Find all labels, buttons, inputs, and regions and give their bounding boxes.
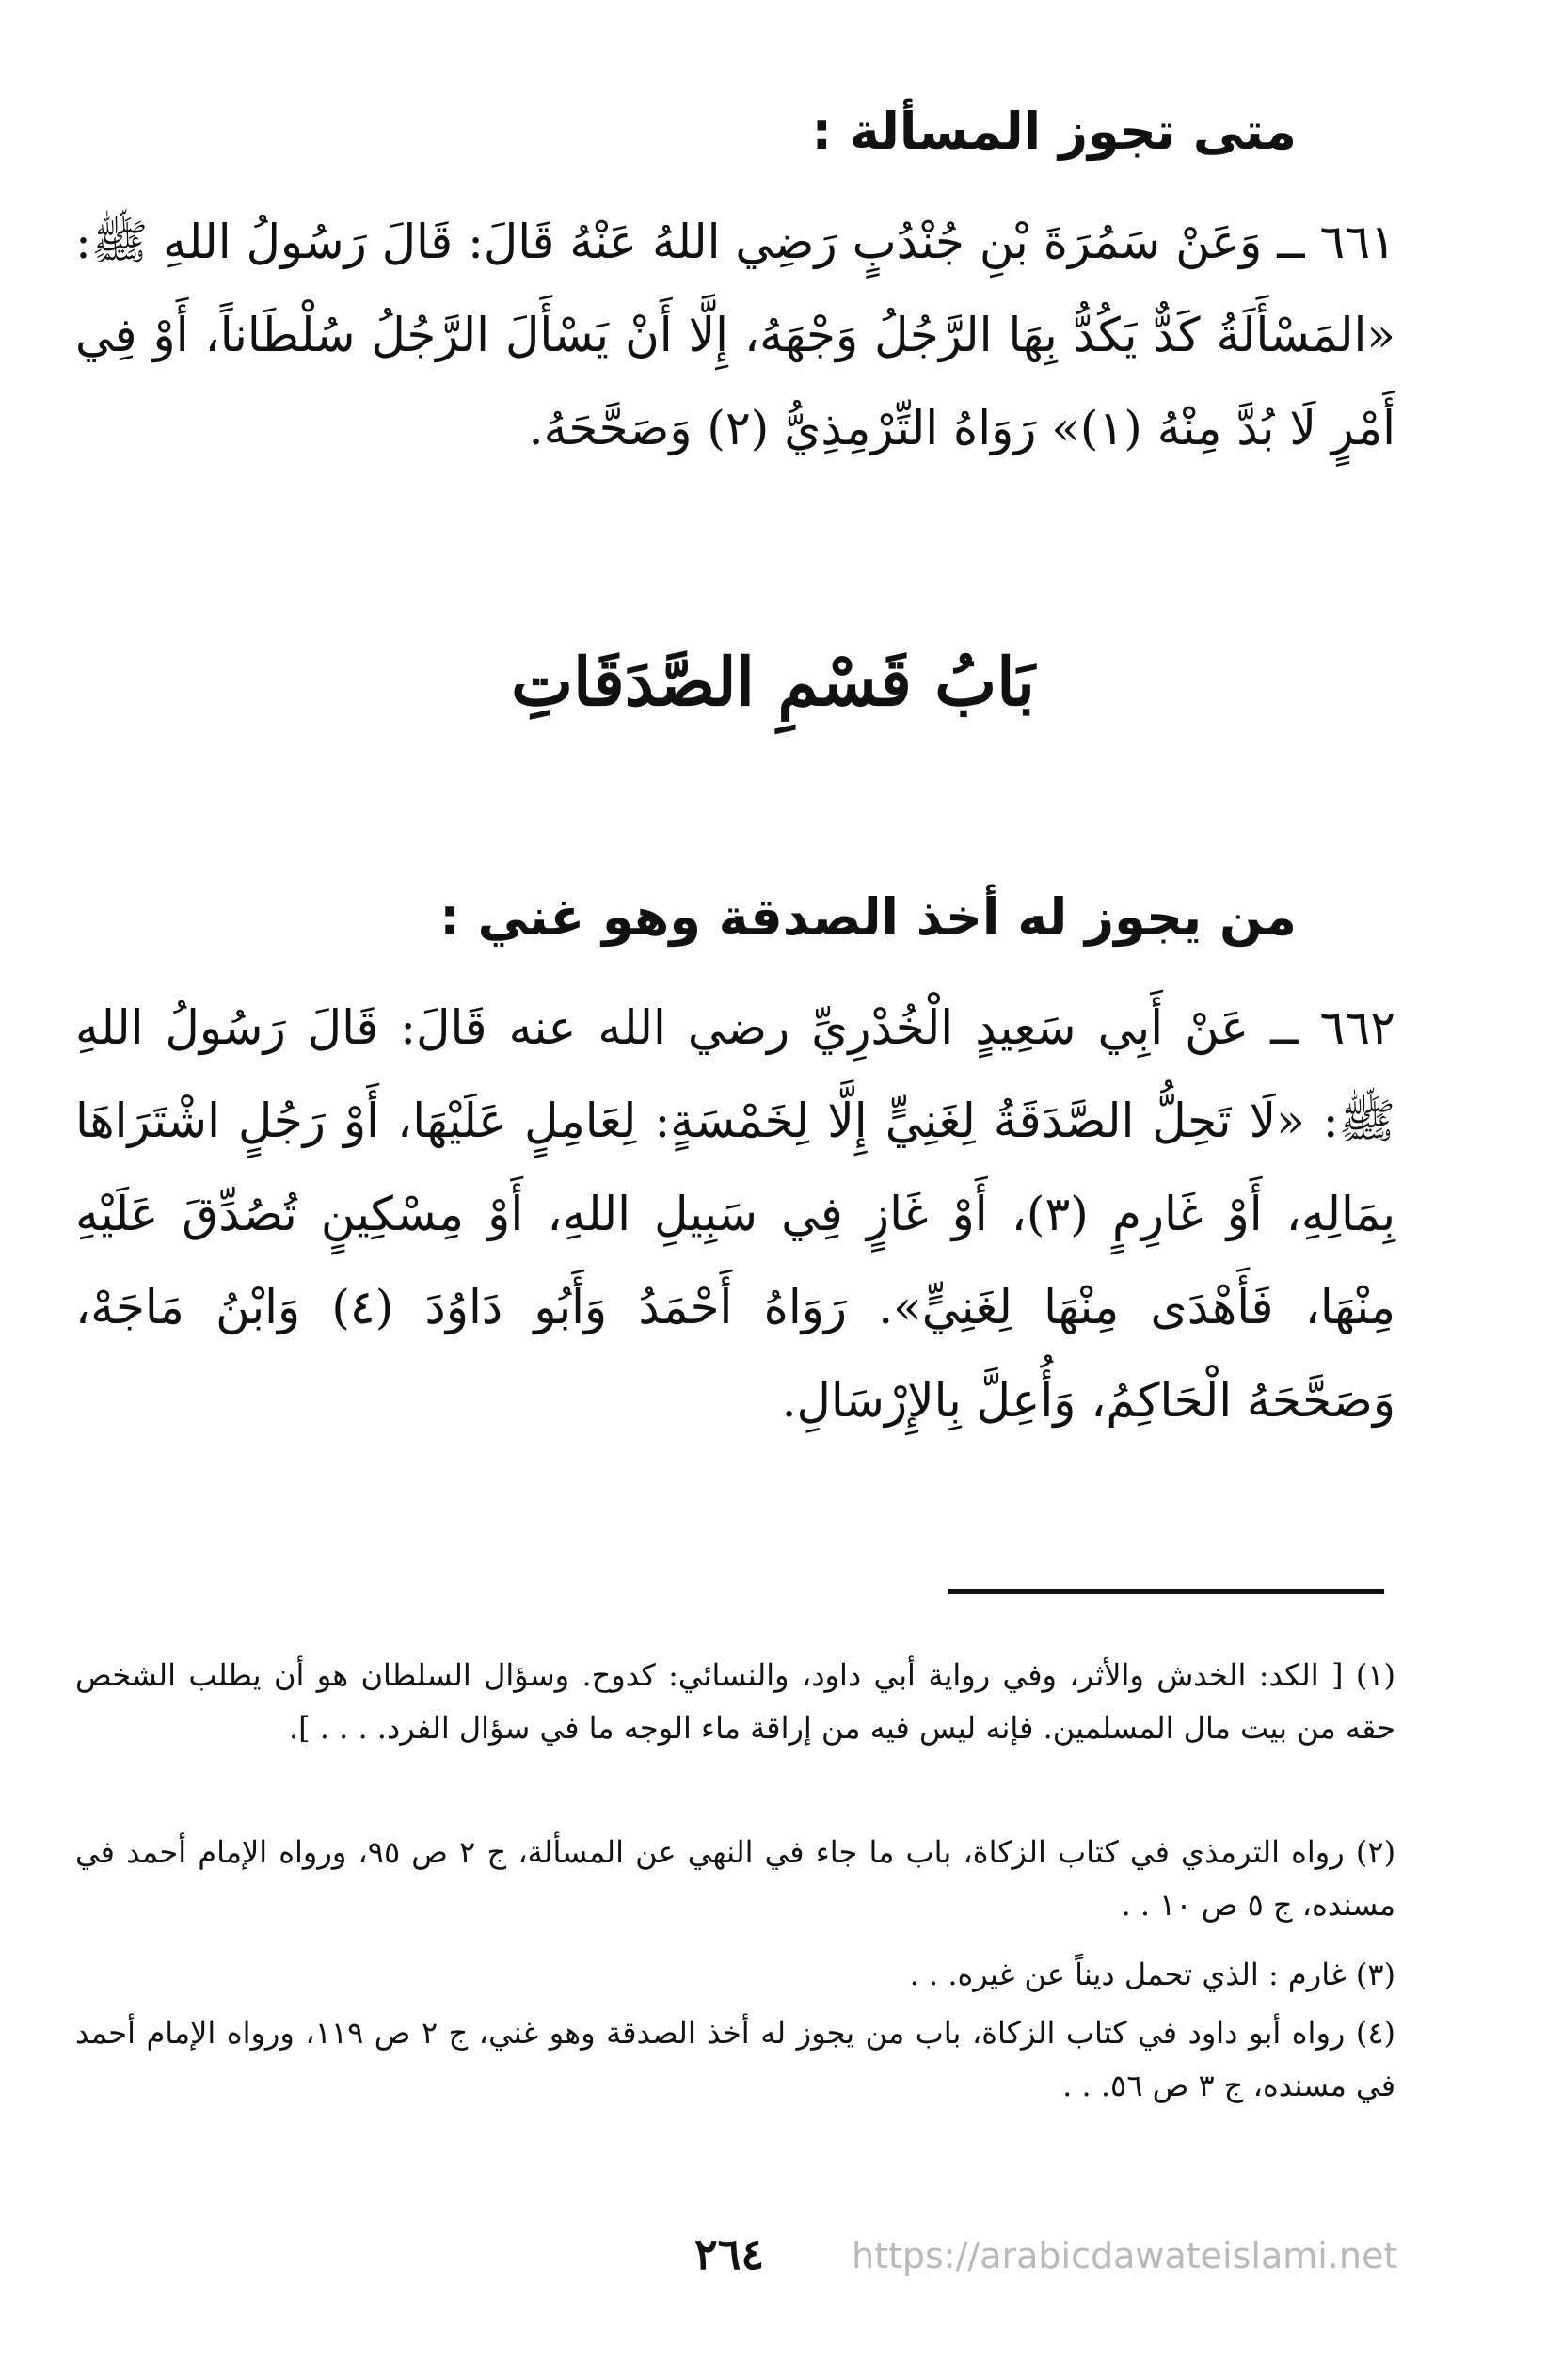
footnote-text: غارم : الذي تحمل ديناً عن غيره. . . (909, 1957, 1347, 1992)
section-heading-when-asking-permitted: متى تجوز المسألة : (811, 102, 1297, 161)
footnote-2 (75, 1826, 1395, 1931)
watermark-url: https://arabicdawateislami.net (852, 2235, 1398, 2276)
footnote-separator-rule (948, 1589, 1384, 1594)
section-heading-who-may-take-charity: من يجوز له أخذ الصدقة وهو غني : (439, 887, 1297, 947)
footnote-marker: (٤) (1355, 2015, 1396, 2051)
hadith-661: ٦٦١ ــ وَعَنْ سَمُرَةَ بْنِ جُنْدُبٍ رَضِي اللهُ عَنْهُ قَالَ: قَالَ رَسُولُ اللهِ ﷺ: «المَسْأَلَةُ كَدٌّ يَكُدُّ بِهَا الرَّجُلُ وَجْهَهُ، إِلَّا أَنْ يَسْأَلَ الرَّجُلُ سُلْطَاناً، أَوْ فِي أَمْرٍ لَا بُدَّ مِنْهُ (١)» رَوَاهُ التِّرْمِذِيُّ (٢) وَصَحَّحَهُ. (75, 215, 1395, 455)
footnote-3 (75, 1948, 1395, 2001)
page-number: ٢٦٤ (693, 2228, 765, 2279)
hadith-662: ٦٦٢ ــ عَنْ أَبِي سَعِيدٍ الْخُدْرِيِّ رضي الله عنه قَالَ: قَالَ رَسُولُ اللهِ ﷺ: «لَا تَحِلُّ الصَّدَقَةُ لِغَنِيٍّ إِلَّا لِخَمْسَةٍ: لِعَامِلٍ عَلَيْهَا، أَوْ رَجُلٍ اشْتَرَاهَا بِمَالِهِ، أَوْ غَارِمٍ (٣)، أَوْ غَازٍ فِي سَبِيلِ اللهِ، أَوْ مِسْكِينٍ تُصُدِّقَ عَلَيْهِ مِنْهَا، فَأَهْدَى مِنْهَا لِغَنِيٍّ». رَوَاهُ أَحْمَدُ وَأَبُو دَاوُدَ (٤) وَابْنُ مَاجَهْ، وَصَحَّحَهُ الْحَاكِمُ، وَأُعِلَّ بِالإِرْسَالِ. (75, 1000, 1395, 1428)
footnote-marker: (٣) (1355, 1957, 1395, 1992)
footnote-marker: (٢) (1355, 1834, 1396, 1870)
footnote-1 (75, 1649, 1395, 1754)
footnote-text: رواه الترمذي في كتاب الزكاة، باب ما جاء في النهي عن المسألة، ج ٢ ص ٩٥، ورواه الإمام أحمد في مسنده، ج ٥ ص ١٠ . . (75, 1834, 1395, 1923)
footnote-text: [ الكد: الخدش والأثر، وفي رواية أبي داود، والنسائي: كدوح. وسؤال السلطان هو أن يطلب الشخص حقه من بيت مال المسلمين. فإنه ليس فيه من إراقة ماء الوجه ما في سؤال الفرد. . . . ]. (75, 1657, 1395, 1746)
chapter-title: بَابُ قَسْمِ الصَّدَقَاتِ (511, 643, 1035, 721)
footnote-marker: (١) (1355, 1657, 1396, 1693)
footnote-4 (75, 2006, 1395, 2112)
footnote-text: رواه أبو داود في كتاب الزكاة، باب من يجوز له أخذ الصدقة وهو غني، ج ٢ ص ١١٩، ورواه الإمام أحمد في مسنده، ج ٣ ص ٥٦. . . (75, 2015, 1395, 2103)
